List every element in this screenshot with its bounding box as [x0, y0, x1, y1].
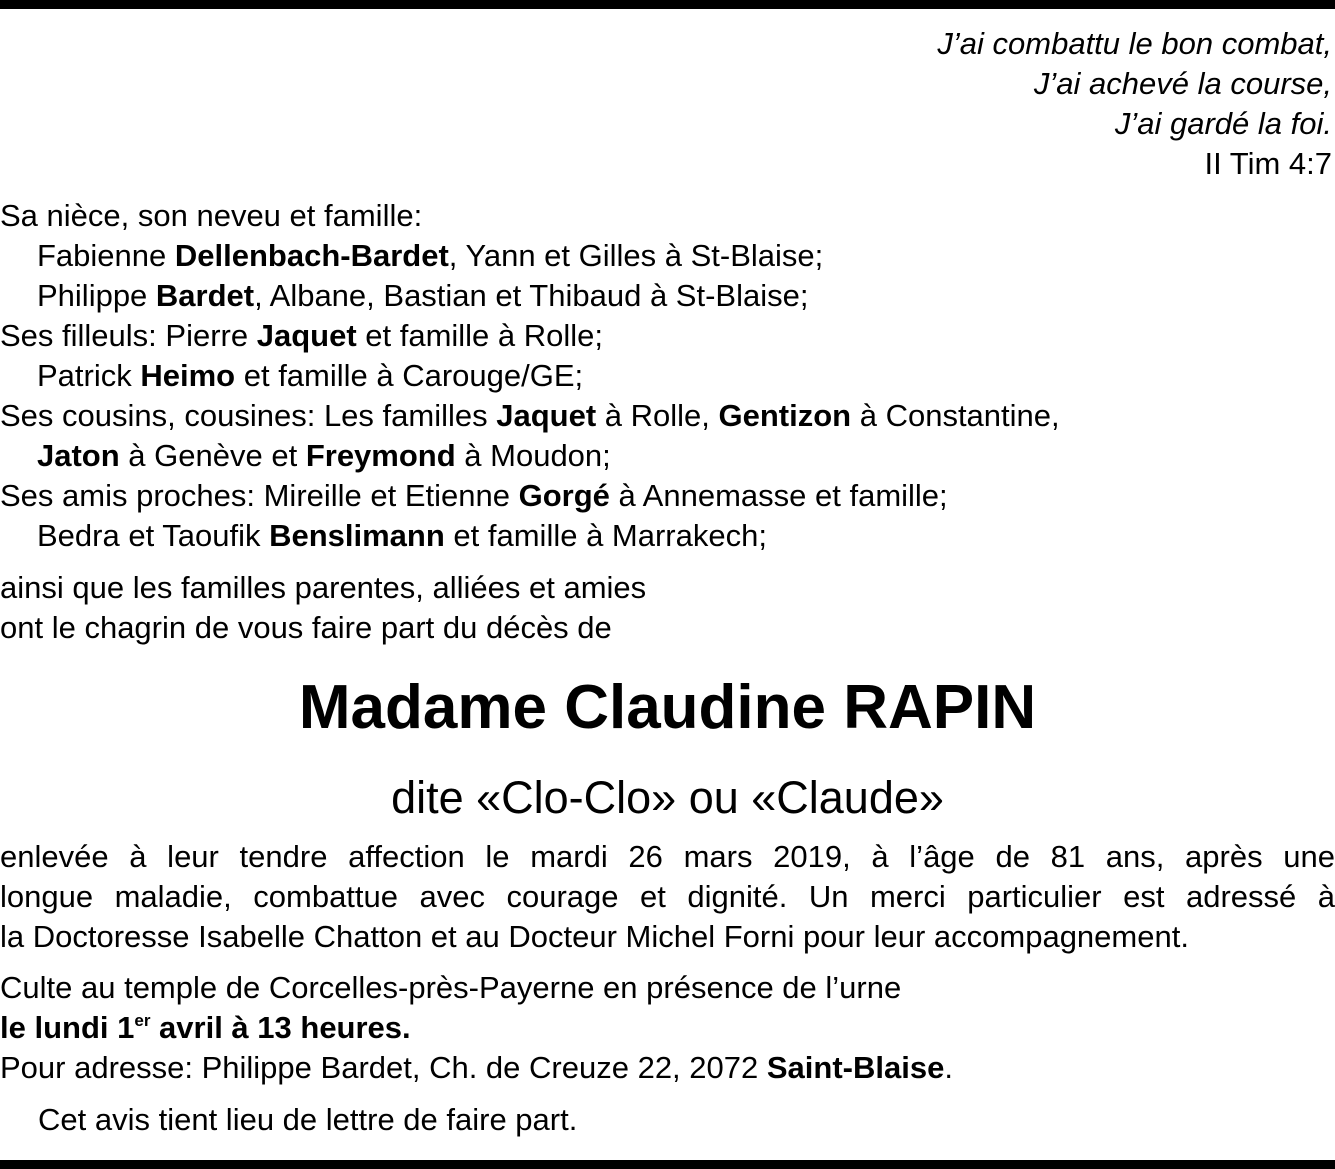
family-line	[0, 276, 1060, 316]
family-line	[0, 516, 1060, 556]
service-line: Culte au temple de Corcelles-près-Payerne en présence de l’urne	[0, 970, 902, 1005]
announce-line-1: ainsi que les familles parentes, alliées et amies	[0, 570, 647, 605]
family-name: Jaton	[37, 438, 120, 473]
family-line	[0, 316, 1060, 356]
text: à Annemasse et famille;	[609, 478, 948, 513]
address-city: Saint-Blaise	[766, 1050, 945, 1085]
announcement	[0, 568, 646, 648]
bible-verse	[937, 24, 1332, 184]
details-line-1: enlevée à leur tendre affection le mardi 26 mars 2019, à l’âge de 81 ans, après une	[0, 839, 1335, 874]
top-rule	[0, 0, 1335, 9]
family-line	[0, 476, 1060, 516]
text: .	[944, 1050, 953, 1085]
details-line-2: longue maladie, combattue avec courage et dignité. Un merci particulier est adressé à	[0, 879, 1335, 914]
family-line	[0, 396, 1060, 436]
service-info	[0, 968, 953, 1088]
bottom-rule	[0, 1160, 1335, 1169]
family-name: Jaquet	[256, 318, 357, 353]
family-line	[0, 356, 1060, 396]
text: Philippe	[37, 278, 156, 313]
closing-note: Cet avis tient lieu de lettre de faire part.	[38, 1102, 578, 1137]
text: à Rolle,	[596, 398, 719, 433]
text: Ses cousins, cousines: Les familles	[0, 398, 497, 433]
text: Ses amis proches: Mireille et Etienne	[0, 478, 519, 513]
family-name: Benslimann	[269, 518, 445, 553]
family-name: Heimo	[140, 358, 236, 393]
verse-reference: II Tim 4:7	[1204, 146, 1332, 181]
text: et famille à Rolle;	[356, 318, 604, 353]
text: Ses filleuls: Pierre	[0, 318, 257, 353]
family-name: Gorgé	[518, 478, 610, 513]
text: à Moudon;	[455, 438, 611, 473]
deceased-name: Madame Claudine RAPIN	[298, 673, 1037, 742]
text: , Yann et Gilles à St-Blaise;	[448, 238, 824, 273]
text: Pour adresse: Philippe Bardet, Ch. de Creuze 22, 2072	[0, 1050, 767, 1085]
death-details	[0, 837, 1335, 957]
text: Fabienne	[37, 238, 175, 273]
service-date	[0, 1008, 953, 1048]
verse-line-3: J’ai gardé la foi.	[1114, 106, 1332, 141]
text: , Albane, Bastian et Thibaud à St-Blaise;	[254, 278, 809, 313]
announce-line-2: ont le chagrin de vous faire part du décès de	[0, 610, 612, 645]
text: à Genève et	[119, 438, 306, 473]
family-name: Bardet	[155, 278, 255, 313]
family-name: Jaquet	[496, 398, 597, 433]
text: et famille à Marrakech;	[444, 518, 767, 553]
family-line	[0, 236, 1060, 276]
text: à Constantine,	[851, 398, 1060, 433]
verse-line-2: J’ai achevé la course,	[1033, 66, 1332, 101]
verse-line-1: J’ai combattu le bon combat,	[937, 26, 1332, 61]
family-name: Dellenbach-Bardet	[174, 238, 449, 273]
text: le lundi 1	[0, 1010, 135, 1045]
ordinal-suffix: er	[134, 1011, 151, 1030]
text: et famille à Carouge/GE;	[235, 358, 584, 393]
deceased-nickname: dite «Clo-Clo» ou «Claude»	[391, 772, 944, 823]
family-line	[0, 436, 1060, 476]
text: Bedra et Taoufik	[37, 518, 270, 553]
text: Patrick	[37, 358, 141, 393]
address-line	[0, 1048, 953, 1088]
family-name: Freymond	[305, 438, 456, 473]
family-name: Gentizon	[718, 398, 852, 433]
text: avril à 13 heures.	[150, 1010, 411, 1045]
family-list	[0, 196, 1060, 556]
niece-heading: Sa nièce, son neveu et famille:	[0, 198, 423, 233]
details-line-3: la Doctoresse Isabelle Chatton et au Docteur Michel Forni pour leur accompagnement.	[0, 919, 1189, 954]
